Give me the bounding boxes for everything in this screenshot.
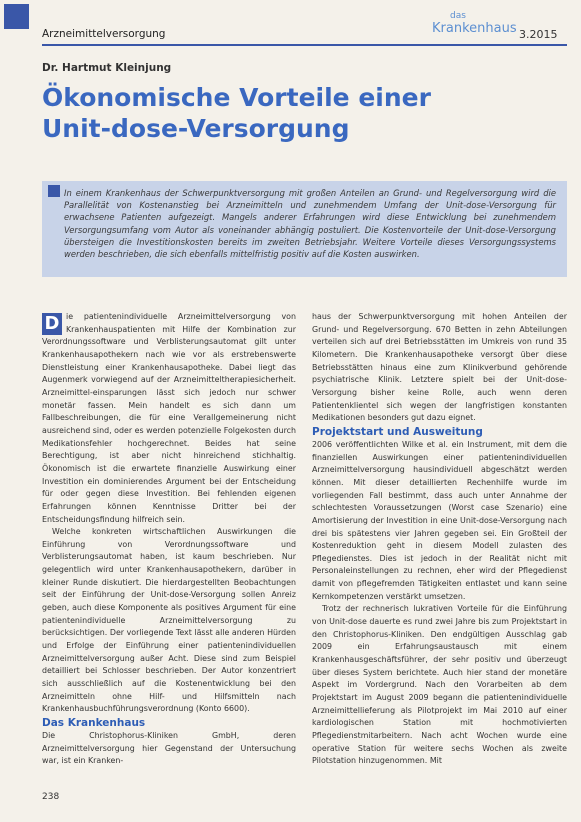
paragraph bbox=[42, 311, 296, 526]
abstract-box bbox=[42, 181, 567, 277]
section-heading: Das Krankenhaus bbox=[42, 717, 146, 729]
logo-small-text: das bbox=[450, 11, 466, 21]
paragraph: Trotz der rechnerisch lukrativen Vorteile für die Einführung von Unit-dose dauerte es rund zwei Jahre bis zum Projektstart in den Christophorus-Kliniken. Den endgültigen Ausschlag gab 2009 ein Erfahrungsaustausch mit einem Krankenhausgeschäftsführer, der sehr positiv und überzeugt über dieses System berichtete. Auch hier stand der monetäre Aspekt im Vordergrund. Nach den Vorarbeiten ab dem Projektstart im August 2009 begann die patientenindividuelle Arzneimittellieferung als Pilotprojekt im Mai 2010 auf einer kardiologischen Station mit hochmotivierten Pflegedienstmitarbeitern. Nach acht Wochen wurde eine operative Station für weitere sechs Wochen als zweite Pilotstation hinzugenommen. Mit bbox=[312, 604, 567, 766]
paragraph: 2006 veröffentlichten Wilke et al. ein Instrument, mit dem die finanziellen Auswirkungen einer patientenindividuellen Arzneimittelversorgung hausindividuell abgeschätzt werden können. Mit dieser detaillierten Rechenhilfe wurde im vorliegenden Fall bestimmt, dass auch unter Annahme der schlechtesten Voraussetzungen (Worst case Szenario) eine Amortisierung der Investition in eine Unit-dose-Versorgung nach drei bis spätestens vier Jahren gegeben sei. Ein Großteil der Kostenreduktion geht in diesem Modell zulasten des Pflegedienstes. Dies ist jedoch in der Realität nicht mit Personaleinstellungen zu rechnen, eher wird der Pflegedienst damit von pflegefremden Tätigkeiten entlastet und kann seine Kernkompetenzen verstärkt umsetzen. bbox=[312, 439, 567, 601]
right-column bbox=[312, 311, 567, 768]
left-column bbox=[42, 311, 296, 768]
logo-main-text: Krankenhaus bbox=[432, 21, 517, 36]
abstract-text: In einem Krankenhaus der Schwerpunktversorgung mit großen Anteilen an Grund- und Regelversorgung wird die Parallelität von Kostenanstieg bei Arzneimitteln und zunehmendem Umfang der Unit-dose-Versorgung für erwachsene Patienten aufgezeigt. Mangels anderer Erfahrungen wird diese Entwicklung bei zunehmendem Versorgungsumfang vom Autor als voneinander abhängig postuliert. Die Kostenvorteile der Unit-dose-Versorgung übersteigen die Investitionskosten bereits im zweiten Betriebsjahr. Weitere Vorteile dieses Versorgungssystems werden beschrieben, die sich ebenfalls mittelfristig positiv auf die Kosten auswirken. bbox=[64, 188, 556, 260]
issue-number: 3.2015 bbox=[519, 28, 558, 41]
section-label: Arzneimittelversorgung bbox=[42, 28, 166, 40]
section-heading: Projektstart und Ausweitung bbox=[312, 425, 483, 438]
drop-cap: D bbox=[42, 313, 62, 335]
page-number: 238 bbox=[42, 792, 60, 802]
header-divider bbox=[42, 44, 567, 46]
paragraph: haus der Schwerpunktversorgung mit hohen Anteilen der Grund- und Regelversorgung. 670 Betten in zehn Abteilungen verteilen sich auf drei Betriebsstätten im Umkreis von rund 35 Kilometern. Die Krankenhausapotheke versorgt über diese Betriebsstätten hinaus eine zum Klinikverbund gehörende psychiatrische Klinik. Letztere spielt bei der Unit-dose-Versorgung bisher keine Rolle, auch wenn deren Patientenklientel sich wegen der langfristigen konstanten Medikationen besonders gut dazu eignet. bbox=[312, 312, 567, 423]
abstract-accent-square bbox=[48, 185, 60, 197]
header-accent-square bbox=[4, 4, 29, 29]
paragraph-text: ie patientenindividuelle Arzneimittelversorgung von Krankenhauspatienten mit Hilfe der Kombination zur Verordnungssoftware und Verblisterungsautomat gilt unter Krankenhausapothekern nach wie vor als erstrebenswerte Dienstleistung einer Krankenhausapotheke. Dabei liegt das Augenmerk vorwiegend auf der Arzneimitteltherapiesicherheit. Arzneimittel-einsparungen lässt sich jedoch nur schwer monetär fassen. Mein handelt es sich dann um Fallbeschreibungen, die für eine Verallgemeinerung nicht ausreichend sind, oder es werden potenzielle Folgekosten durch Medikationsfehler hochgerechnet. Beides hat seine Berechtigung, ist aber nicht hinreichend stichhaltig. Ökonomisch ist die erwartete finanzielle Auswirkung einer Investition ein dominierendes Argument bei der Entscheidung für oder gegen diese Investition. Bei fehlenden eigenen Erfahrungen können Kenntnisse Dritter bei der Entscheidungsfindung hilfreich sein. bbox=[42, 312, 296, 524]
author-name: Dr. Hartmut Kleinjung bbox=[42, 62, 172, 74]
paragraph: Die Christophorus-Kliniken GmbH, deren Arzneimittelversorgung hier Gegenstand der Untersuchung war, ist ein Kranken- bbox=[42, 731, 296, 766]
article-title bbox=[42, 82, 542, 144]
title-line-1: Ökonomische Vorteile einer bbox=[42, 83, 431, 112]
paragraph: Welche konkreten wirtschaftlichen Auswirkungen die Einführung von Verordnungssoftware und Verblisterungsautomat haben, ist kaum beschrieben. Nur gelegentlich wird unter Krankenhausapothekern, darüber in kleiner Runde diskutiert. Die hierdargestellten Beobachtungen seit der Einführung der Unit-dose-Versorgung sollen Anreiz geben, auch diese Komponente als positives Argument für eine patientenindividuelle Arzneimittelversorgung zu berücksichtigen. Der vorliegende Text lässt alle anderen Hürden und Erfolge der Einführung einer patientenindividuellen Arzneimittelversorgung außer Acht. Diese sind zum Beispiel detailliert bei Schlosser beschrieben. Der Autor konzentriert sich ausschließlich auf die Kostenentwicklung bei den Arzneimitteln ohne Hilf- und Hilfsmitteln nach Krankenhausbuchführungsverordnung (Konto 6600). bbox=[42, 527, 296, 714]
magazine-logo bbox=[432, 12, 517, 35]
title-line-2: Unit-dose-Versorgung bbox=[42, 114, 350, 143]
